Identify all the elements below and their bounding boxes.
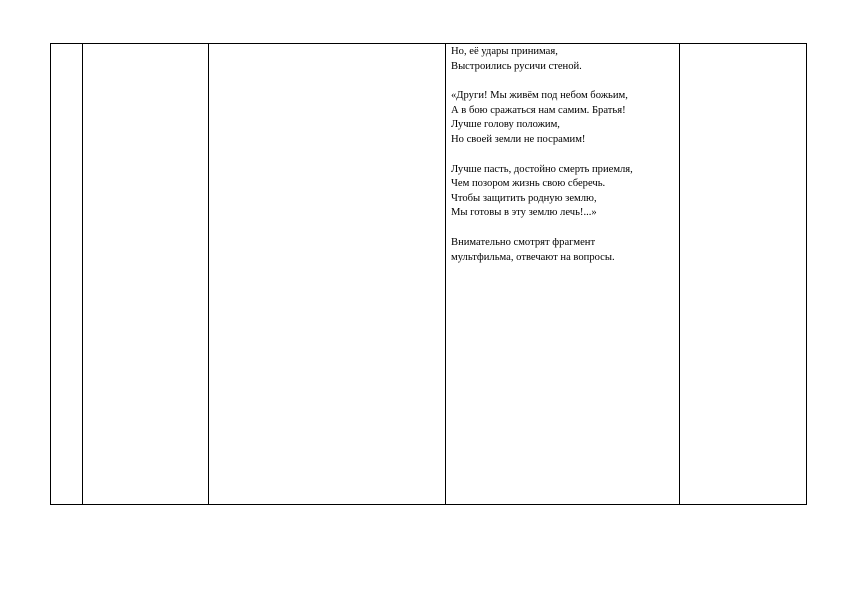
table-cell-number [51, 44, 83, 504]
table-cell-teacher-activity [209, 44, 446, 504]
text-line: Выстроились русичи стеной. [451, 60, 582, 72]
text-line: «Други! Мы живём под небом божьим, [451, 90, 628, 102]
table-cell-notes [680, 44, 806, 504]
text-line: Лучше пасть, достойно смерть приемля, [451, 163, 633, 175]
text-line: Внимательно смотрят фрагмент [451, 236, 596, 248]
text-line: Мы готовы в эту землю лечь!...» [451, 207, 597, 219]
text-line: А в бою сражаться нам самим. Братья! [451, 104, 626, 116]
text-line: Чтобы защитить родную землю, [451, 192, 597, 204]
poem-stanza-1 [451, 45, 675, 74]
activity-note [451, 236, 675, 265]
text-line: мультфильма, отвечают на вопросы. [451, 251, 615, 263]
text-line: Лучше голову положим, [451, 119, 560, 131]
table-cell-student-activity [446, 44, 680, 504]
text-line: Но, её удары принимая, [451, 46, 558, 57]
poem-stanza-3 [451, 163, 675, 221]
table-cell-stage [83, 44, 209, 504]
poem-stanza-2 [451, 89, 675, 147]
text-line: Но своей земли не посрамим! [451, 133, 586, 145]
text-line: Чем позором жизнь свою сберечь. [451, 178, 606, 190]
lesson-table [50, 43, 807, 505]
